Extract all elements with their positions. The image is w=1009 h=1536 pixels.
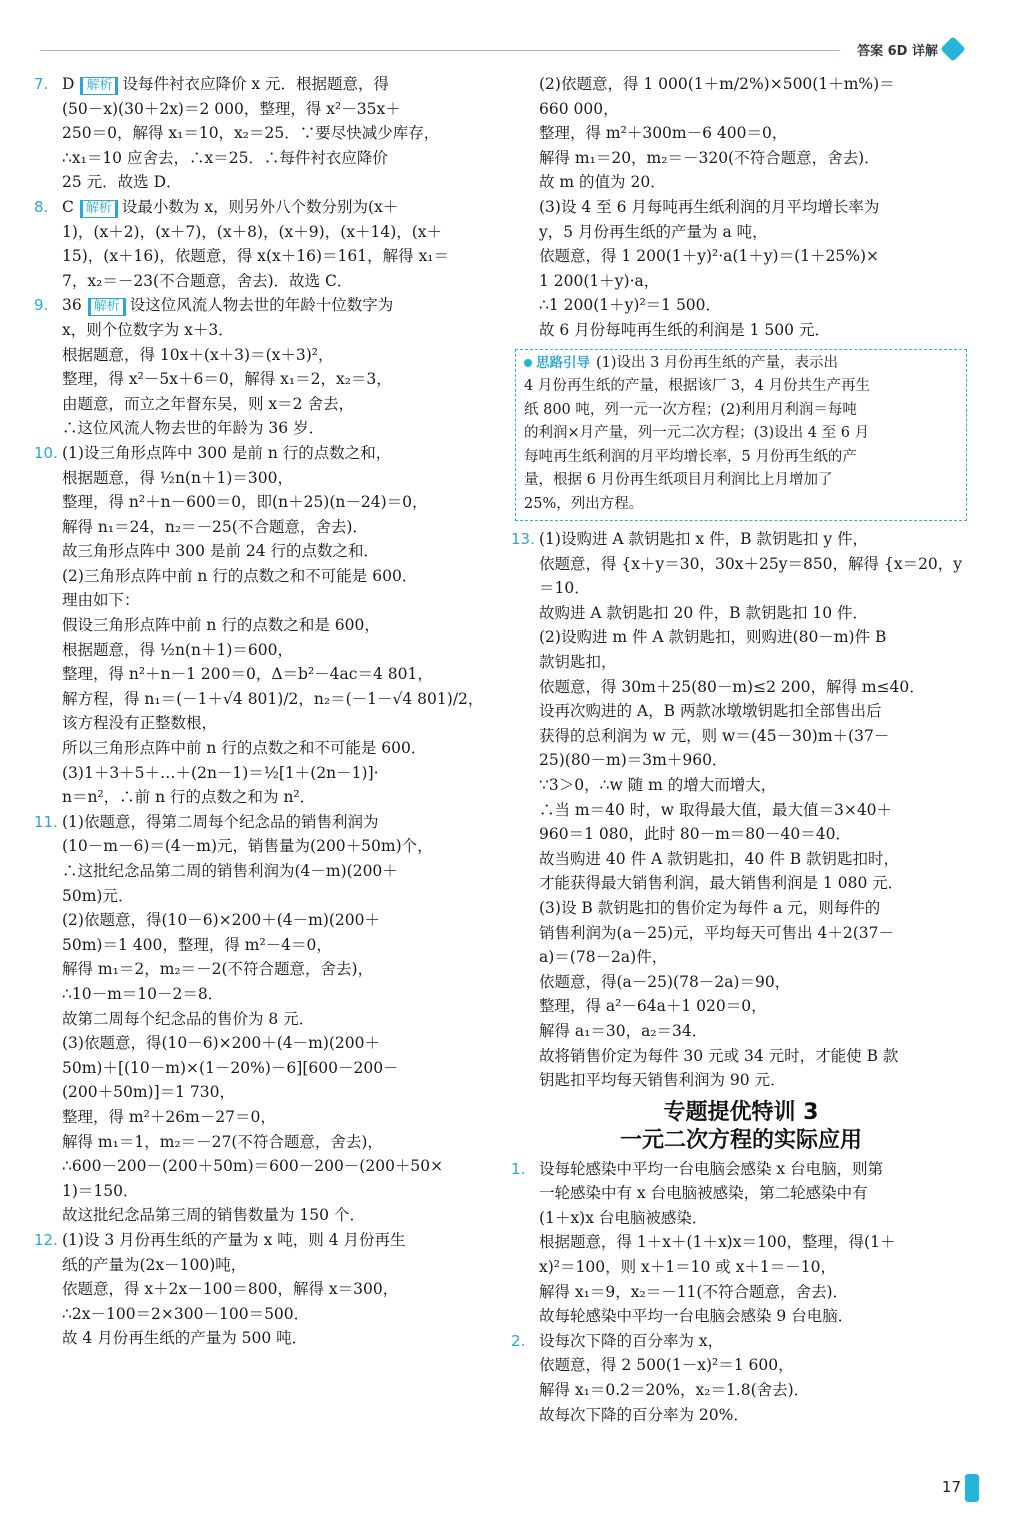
tip-line: 25%，列出方程。 [524, 495, 644, 512]
answer-text: ∴这位风流人物去世的年龄为 36 岁． [62, 419, 325, 438]
answer-text: 50m)＋[(10－m)×(1－20%)－6][600－200－ [62, 1058, 399, 1077]
brand-gem-icon [940, 36, 965, 61]
question-7 [34, 72, 486, 195]
answer-text: (3)1＋3＋5＋…＋(2n－1)＝½[1＋(2n－1)]· [62, 763, 379, 782]
answer-line: (2)设购进 m 件 A 款钥匙扣，则购进(80－m)件 B [539, 628, 887, 647]
answer-text: 解得 m₁＝1，m₂＝－27(不符合题意，舍去)， [62, 1132, 383, 1151]
answer-line: 一轮感染中有 x 台电脑被感染，第二轮感染中有 [539, 1184, 868, 1203]
answer-text: 根据题意，得 10x＋(x＋3)＝(x＋3)²， [62, 345, 334, 364]
answer-line: 销售利润为(a－25)元，平均每天可售出 4＋2(37－ [539, 923, 894, 942]
answer-text: 整理，得 x²－5x＋6＝0，解得 x₁＝2，x₂＝3， [62, 370, 392, 389]
answer-text: 整理，得 n²＋n－600＝0，即(n＋25)(n－24)＝0， [62, 493, 428, 512]
tip-dot-icon [524, 359, 532, 367]
answer-line [62, 736, 486, 761]
answer-line [62, 908, 486, 933]
answer-choice: D [62, 75, 75, 93]
answer-text: (2)三角形点阵中前 n 行的点数之和不可能是 600． [62, 566, 418, 585]
answer-line: (2)依题意，得 1 000(1＋m/2%)×500(1＋m%)＝ [539, 75, 895, 93]
answer-line [62, 1179, 486, 1204]
answer-line [62, 564, 486, 589]
answer-text: ∴10－m＝10－2＝8． [62, 984, 224, 1003]
answer-line [62, 195, 486, 220]
answer-line [62, 1080, 486, 1105]
answer-line: 钥匙扣平均每天销售利润为 90 元． [539, 1071, 786, 1090]
answer-line: 故每轮感染中平均一台电脑会感染 9 台电脑． [539, 1307, 854, 1326]
answer-line: 设每轮感染中平均一台电脑会感染 x 台电脑，则第 [539, 1159, 884, 1178]
answer-text: 故这批纪念品第三周的销售数量为 150 个． [62, 1206, 365, 1225]
answer-text: 设最小数为 x，则另外八个数分别为(x＋ [121, 197, 399, 216]
answer-text: 假设三角形点阵中前 n 行的点数之和是 600， [62, 616, 380, 635]
answer-line: (3)设 B 款钥匙扣的售价定为每件 a 元，则每件的 [539, 898, 881, 917]
answer-line: y，5 月份再生纸的产量为 a 吨， [539, 222, 768, 241]
answer-text: ∴这批纪念品第二周的销售利润为(4－m)(200＋ [62, 862, 398, 880]
answer-line [62, 1302, 486, 1327]
section-question-2 [511, 1329, 967, 1427]
answer-choice: C [62, 197, 74, 216]
answer-line [62, 1007, 486, 1032]
right-column [511, 72, 967, 1427]
answer-line [62, 785, 486, 810]
answer-text: 整理，得 n²＋n－1 200＝0，Δ＝b²－4ac＝4 801， [62, 665, 433, 684]
answer-line [62, 638, 486, 663]
answer-text: n＝n²，∴前 n 行的点数之和为 n²． [62, 788, 316, 807]
answer-text: (3)依题意，得(10－6)×200＋(4－m)(200＋ [62, 1034, 380, 1053]
answer-text: x，则个位数字为 x＋3． [62, 320, 234, 339]
answer-line: 依题意，得 1 200(1＋y)²·a(1＋y)＝(1＋25%)× [539, 247, 880, 266]
analysis-tag: 解析 [88, 298, 126, 316]
tip-line: (1)设出 3 月份再生纸的产量，表示出 [596, 354, 838, 371]
answer-line: 故 6 月份每吨再生纸的利润是 1 500 元． [539, 320, 830, 339]
question-number: 7. [34, 75, 49, 93]
question-9 [34, 293, 486, 441]
answer-line [62, 1203, 486, 1228]
answer-text: 根据题意，得 ½n(n＋1)＝300， [62, 468, 293, 487]
answer-line: 660 000， [539, 99, 619, 118]
answer-line [62, 1253, 486, 1278]
answer-line: 1 200(1＋y)·a， [539, 271, 660, 290]
question-10 [34, 441, 486, 810]
q12-continued [515, 72, 967, 343]
answer-line [62, 884, 486, 909]
tip-line: 的利润×月产量，列一元二次方程；(3)设出 4 至 6 月 [524, 425, 870, 442]
section-title [515, 1099, 967, 1155]
answer-line [62, 1228, 486, 1253]
answer-text: (1)依题意，得第二周每个纪念品的销售利润为 [62, 812, 379, 831]
answer-line [62, 1154, 486, 1179]
question-number: 8. [34, 197, 49, 216]
answer-line [62, 318, 486, 343]
answer-line [62, 490, 486, 515]
answer-line [62, 711, 486, 736]
answer-line [62, 392, 486, 417]
answer-text: 故 4 月份再生纸的产量为 500 吨． [62, 1329, 308, 1348]
answer-text: 故第二周每个纪念品的售价为 8 元． [62, 1009, 315, 1028]
answer-line: 故当购进 40 件 A 款钥匙扣，40 件 B 款钥匙扣时， [539, 849, 900, 868]
answer-text: 1)＝150． [62, 1181, 139, 1200]
answer-line [62, 121, 486, 146]
answer-line [62, 687, 486, 712]
answer-line: 解得 m₁＝20，m₂＝－320(不符合题意，舍去)． [539, 148, 880, 167]
answer-line: 故每次下降的百分率为 20%． [539, 1405, 749, 1424]
answer-line: (1)设购进 A 款钥匙扣 x 件，B 款钥匙扣 y 件， [539, 530, 869, 549]
answer-line: 设每次下降的百分率为 x， [539, 1331, 724, 1350]
answer-line [62, 466, 486, 491]
answer-text: (50－x)(30＋2x)＝2 000，整理，得 x²－35x＋ [62, 99, 401, 118]
answer-line: x)²＝100，则 x＋1＝10 或 x＋1＝－10， [539, 1258, 837, 1277]
page-number: 17 [941, 1478, 961, 1496]
answer-text: 设每件衬衣应降价 x 元．根据题意，得 [122, 75, 390, 93]
answer-line: 根据题意，得 1＋x＋(1＋x)x＝100，整理，得(1＋ [539, 1233, 896, 1252]
question-12 [34, 1228, 486, 1351]
answer-text: ∴600－200－(200＋50m)＝600－200－(200＋50× [62, 1157, 444, 1176]
answer-text: (2)依题意，得(10－6)×200＋(4－m)(200＋ [62, 911, 380, 930]
answer-line [62, 220, 486, 245]
answer-text: (10－m－6)＝(4－m)元，销售量为(200＋50m)个， [62, 837, 433, 856]
header-brand: 答案 6D 详解 [857, 44, 938, 59]
answer-line: 款钥匙扣， [539, 653, 617, 671]
answer-line: 获得的总利润为 w 元，则 w＝(45－30)m＋(37－ [539, 726, 890, 745]
answer-text: 所以三角形点阵中前 n 行的点数之和不可能是 600． [62, 739, 427, 758]
answer-line: 故将销售价定为每件 30 元或 34 元时，才能使 B 款 [539, 1046, 899, 1065]
answer-text: 50m)＝1 400，整理，得 m²－4＝0， [62, 935, 332, 954]
question-number: 2. [511, 1331, 526, 1350]
page-header [40, 40, 970, 64]
answer-text: (200＋50m)]＝1 730， [62, 1083, 236, 1102]
analysis-tag: 解析 [80, 77, 118, 95]
answer-text: 纸的产量为(2x－100)吨， [62, 1255, 247, 1274]
question-number: 1. [511, 1159, 526, 1178]
answer-text: 故三角形点阵中 300 是前 24 行的点数之和． [62, 542, 380, 561]
question-number: 13. [511, 530, 535, 549]
answer-text: 1)，(x＋2)，(x＋7)，(x＋8)，(x＋9)，(x＋14)，(x＋ [62, 222, 443, 241]
answer-text: 设这位风流人物去世的年龄十位数字为 [129, 296, 394, 315]
answer-line [62, 293, 486, 318]
answer-line: 整理，得 m²＋300m－6 400＝0， [539, 124, 788, 143]
answer-text: 根据题意，得 ½n(n＋1)＝600， [62, 640, 293, 659]
answer-line [62, 269, 486, 294]
answer-line [62, 441, 486, 466]
page-tab-marker [965, 1474, 979, 1502]
answer-line [62, 367, 486, 392]
answer-line [62, 982, 486, 1007]
question-number: 11. [34, 812, 58, 831]
answer-line [62, 859, 486, 884]
answer-text: 整理，得 m²＋26m－27＝0， [62, 1107, 276, 1126]
tip-box [515, 349, 967, 522]
header-rule [40, 50, 840, 51]
answer-line [62, 1326, 486, 1351]
answer-text: 该方程没有正整数根， [62, 714, 218, 733]
answer-text: (1)设 3 月份再生纸的产量为 x 吨，则 4 月份再生 [62, 1230, 406, 1249]
answer-text: 25 元．故选 D． [62, 173, 182, 192]
answer-text: 15)，(x＋16)，依题意，得 x(x＋16)＝161，解得 x₁＝ [62, 247, 450, 266]
answer-line [62, 1130, 486, 1155]
question-11 [34, 810, 486, 1228]
question-8 [34, 195, 486, 293]
answer-line: 依题意，得 2 500(1－x)²＝1 600， [539, 1356, 794, 1375]
section-title-line2: 一元二次方程的实际应用 [619, 1127, 862, 1153]
answer-line [62, 613, 486, 638]
answer-line [62, 72, 486, 97]
answer-line: 故购进 A 款钥匙扣 20 件，B 款钥匙扣 10 件． [539, 603, 869, 622]
answer-line: 解得 x₁＝9，x₂＝－11(不符合题意，舍去)． [539, 1282, 849, 1301]
question-number: 9. [34, 296, 49, 315]
answer-line: a)＝(78－2a)件， [539, 948, 668, 967]
answer-line [62, 1277, 486, 1302]
tip-text [524, 355, 870, 512]
answer-text: 理由如下： [62, 591, 140, 610]
answer-line [62, 416, 486, 441]
answer-line [62, 1031, 486, 1056]
answer-text: ∴x₁＝10 应舍去，∴x＝25．∴每件衬衣应降价 [62, 148, 388, 167]
answer-text: (1)设三角形点阵中 300 是前 n 行的点数之和， [62, 443, 392, 462]
answer-line: ∴1 200(1＋y)²＝1 500． [539, 296, 722, 315]
answer-line [62, 588, 486, 613]
answer-line: ∵3＞0，∴w 随 m 的增大而增大， [539, 775, 777, 794]
analysis-tag: 解析 [80, 200, 118, 218]
answer-line [62, 761, 486, 786]
answer-line: 960＝1 080，此时 80－m＝80－40＝40． [539, 825, 851, 844]
tip-title: 思路引导 [536, 354, 590, 371]
tip-line: 每吨再生纸利润的月平均增长率，5 月份再生纸的产 [524, 448, 857, 465]
left-column [34, 72, 486, 1351]
answer-text: 解得 n₁＝24，n₂＝－25(不合题意，舍去)． [62, 517, 368, 536]
answer-text: 7，x₂＝－23(不合题意，舍去)．故选 C． [62, 271, 353, 290]
answer-line [62, 1105, 486, 1130]
tip-line: 4 月份再生纸的产量，根据该厂 3，4 月份共生产再生 [524, 378, 871, 395]
answer-text: 解方程，得 n₁＝(－1＋√4 801)/2，n₂＝(－1－√4 801)/2， [62, 689, 484, 708]
answer-line: 才能获得最大销售利润，最大销售利润是 1 080 元． [539, 874, 904, 893]
answer-line: 依题意，得 30m＋25(80－m)≤2 200，解得 m≤40． [539, 677, 925, 696]
answer-line: (3)设 4 至 6 月每吨再生纸利润的月平均增长率为 [539, 197, 880, 216]
answer-line: 25)(80－m)＝3m＋960． [539, 751, 728, 770]
answer-line [62, 170, 486, 195]
answer-line [62, 662, 486, 687]
answer-text: 50m)元． [62, 886, 134, 905]
section-question-1 [511, 1157, 967, 1329]
answer-line: 设再次购进的 A，B 两款冰墩墩钥匙扣全部售出后 [539, 702, 882, 721]
answer-line [62, 539, 486, 564]
answer-choice: 36 [62, 296, 82, 315]
answer-line [62, 343, 486, 368]
answer-line [62, 244, 486, 269]
answer-text: 250＝0，解得 x₁＝10，x₂＝25．∵要尽快减少库存， [62, 124, 440, 143]
answer-line: ∴当 m＝40 时，w 取得最大值，最大值＝3×40＋ [539, 800, 893, 819]
question-13 [511, 527, 967, 1093]
answer-line: 故 m 的值为 20． [539, 173, 666, 192]
answer-line [62, 933, 486, 958]
answer-line: 整理，得 a²－64a＋1 020＝0， [539, 997, 767, 1016]
answer-line [62, 1056, 486, 1081]
answer-text: ∴2x－100＝2×300－100＝500． [62, 1304, 310, 1323]
answer-line: 解得 a₁＝30，a₂＝34． [539, 1021, 708, 1040]
answer-line: 依题意，得(a－25)(78－2a)＝90， [539, 972, 791, 991]
question-number: 10. [34, 443, 58, 462]
answer-line [62, 834, 486, 859]
answer-text: 依题意，得 x＋2x－100＝800，解得 x＝300， [62, 1280, 399, 1299]
answer-line [62, 810, 486, 835]
tip-line: 纸 800 吨，列一元一次方程；(2)利用月利润＝每吨 [524, 401, 857, 418]
answer-line [62, 515, 486, 540]
answer-line: (1＋x)x 台电脑被感染． [539, 1208, 708, 1227]
answer-line [62, 146, 486, 171]
question-number: 12. [34, 1230, 58, 1249]
answer-text: 由题意，而立之年督东吴，则 x＝2 舍去， [62, 394, 354, 413]
answer-text: 解得 m₁＝2，m₂＝－2(不符合题意，舍去)， [62, 960, 374, 979]
answer-line [62, 957, 486, 982]
answer-line [62, 97, 486, 122]
answer-line: 解得 x₁＝0.2＝20%，x₂＝1.8(舍去)． [539, 1381, 810, 1400]
answer-line: 依题意，得 {x＋y＝30，30x＋25y＝850，解得 {x＝20，y＝10． [539, 554, 963, 598]
section-title-line1: 专题提优特训 3 [663, 1099, 819, 1125]
tip-line: 量，根据 6 月份再生纸项目月利润比上月增加了 [524, 472, 833, 489]
